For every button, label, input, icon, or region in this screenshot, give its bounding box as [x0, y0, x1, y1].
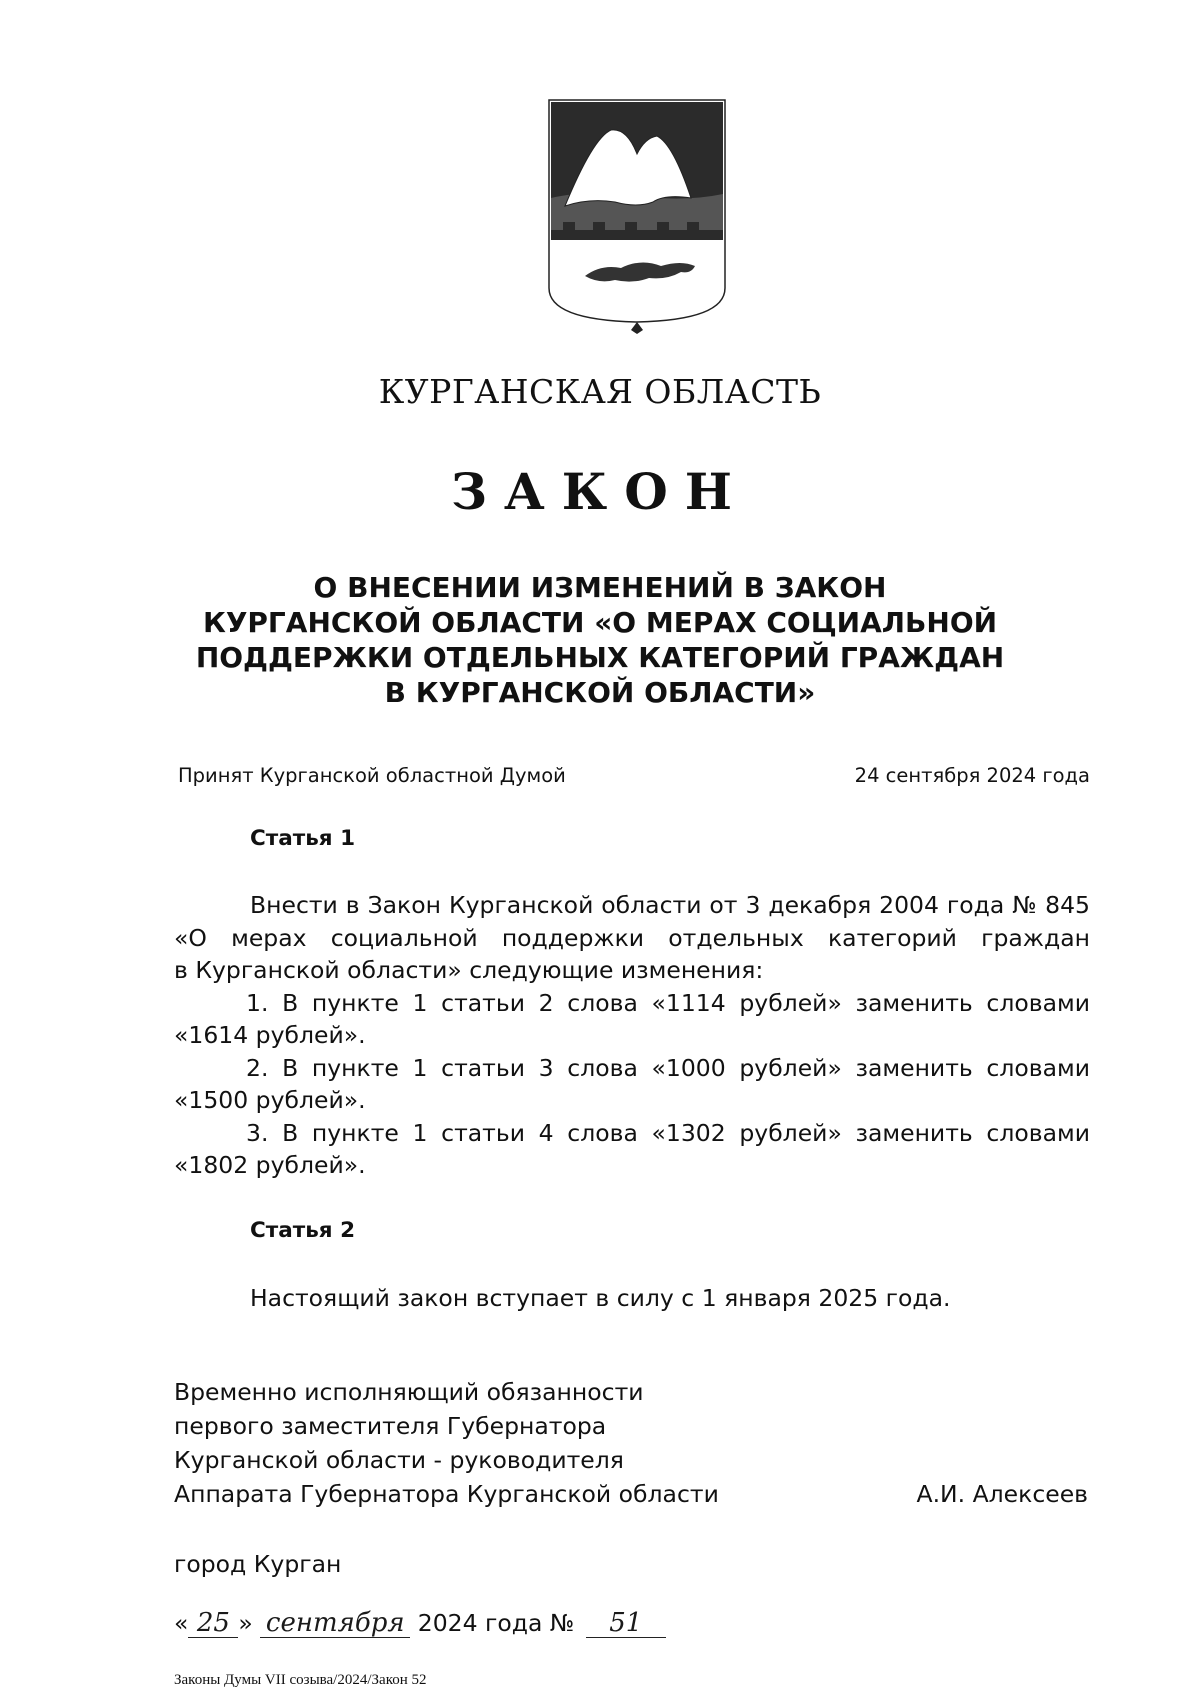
amendment-item-line: «1500 рублей». [174, 1086, 366, 1114]
article-1-heading: Статья 1 [250, 826, 356, 851]
amendment-item-line: «1614 рублей». [174, 1021, 366, 1049]
amendment-item-line: «1802 рублей». [174, 1151, 366, 1179]
law-title-line: КУРГАНСКОЙ ОБЛАСТИ «О МЕРАХ СОЦИАЛЬНОЙ [202, 606, 998, 639]
document-type: ЗАКОН [450, 462, 750, 521]
document-footer: Законы Думы VII созыва/2024/Закон 52 [174, 1672, 427, 1688]
adoption-date: 24 сентября 2024 года [854, 764, 1090, 787]
signatory-position [174, 1375, 719, 1511]
region-name: КУРГАНСКАЯ ОБЛАСТЬ [378, 372, 822, 411]
article-1-body [174, 889, 1090, 1182]
adoption-statement: Принят Курганской областной Думой [178, 764, 566, 787]
signatory-position-line: Временно исполняющий обязанности [174, 1378, 644, 1406]
handwritten-law-number: 51 [586, 1609, 666, 1638]
law-title-line: О ВНЕСЕНИИ ИЗМЕНЕНИЙ В ЗАКОН [313, 571, 887, 604]
amendment-item-line: 1. В пункте 1 статьи 2 слова «1114 рублей» заменить словами [246, 988, 1090, 1017]
signatory-position-line: первого заместителя Губернатора [174, 1412, 607, 1440]
year-and-number-label: 2024 года № [417, 1609, 575, 1637]
article-1-intro-line: Внести в Закон Курганской области от 3 декабря 2004 года № 845 [250, 891, 1090, 919]
coat-of-arms-emblem [545, 98, 729, 334]
law-title-line: ПОДДЕРЖКИ ОТДЕЛЬНЫХ КАТЕГОРИЙ ГРАЖДАН [195, 641, 1005, 674]
article-2-text: Настоящий закон вступает в силу с 1 января 2025 года. [250, 1284, 951, 1312]
law-title-line: В КУРГАНСКОЙ ОБЛАСТИ» [384, 676, 816, 709]
signatory-name: А.И. Алексеев [916, 1480, 1088, 1508]
signatory-position-line: Курганской области - руководителя [174, 1446, 624, 1474]
city: город Курган [174, 1550, 342, 1578]
date-close-quote: » [238, 1609, 253, 1637]
date-open-quote: « [174, 1609, 189, 1637]
article-2-heading: Статья 2 [250, 1218, 356, 1243]
amendment-item-line: 3. В пункте 1 статьи 4 слова «1302 рублей» заменить словами [246, 1118, 1090, 1147]
article-1-intro-line: «О мерах социальной поддержки отдельных категорий граждан [174, 923, 1090, 952]
article-2-body [174, 1282, 1090, 1315]
handwritten-month: сентября [260, 1609, 410, 1638]
article-1-intro-line: в Курганской области» следующие изменения: [174, 956, 764, 984]
amendment-item-line: 2. В пункте 1 статьи 3 слова «1000 рублей» заменить словами [246, 1053, 1090, 1082]
signing-date-line [174, 1606, 666, 1640]
handwritten-day: 25 [188, 1609, 238, 1638]
signatory-position-line: Аппарата Губернатора Курганской области [174, 1480, 719, 1508]
law-title [0, 570, 1200, 710]
